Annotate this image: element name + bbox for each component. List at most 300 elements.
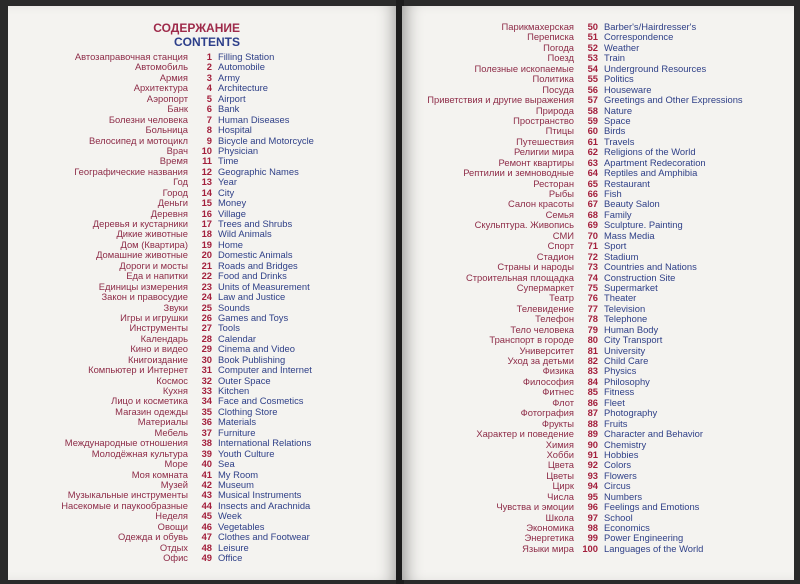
toc-entry-en: Character and Behavior — [604, 428, 704, 440]
toc-entry-ru: Энергетика — [524, 532, 574, 544]
toc-entry-ru: Телевидение — [516, 302, 574, 314]
toc-entry-number: 24 — [201, 291, 212, 303]
toc-entry-en: Stadium — [604, 250, 639, 262]
toc-entry-en: Leisure — [218, 541, 249, 553]
toc-entry-number: 14 — [201, 186, 212, 198]
toc-entry-ru: Флот — [552, 396, 574, 408]
toc-entry-en: University — [604, 344, 646, 356]
toc-entry — [8, 459, 314, 469]
toc-entry-ru: Город — [162, 186, 188, 198]
toc-entry-number: 79 — [587, 323, 598, 335]
toc-entry-ru: Кино и видео — [130, 343, 188, 355]
toc-entry-number: 16 — [201, 207, 212, 219]
toc-entry-number: 4 — [206, 82, 212, 94]
toc-entry-ru: Фитнес — [542, 386, 574, 398]
toc-entry-number: 17 — [201, 218, 212, 229]
toc-entry-en: Year — [218, 176, 237, 188]
toc-entry-ru: Полезные ископаемые — [474, 62, 574, 74]
toc-entry-ru: Экономика — [526, 522, 574, 533]
toc-entry-ru: Мебель — [154, 426, 188, 438]
toc-entry-number: 27 — [201, 322, 212, 334]
toc-entry-ru: Автомобиль — [134, 61, 188, 73]
toc-entry-en: Construction Site — [604, 271, 676, 283]
toc-entry-en: Army — [218, 71, 240, 83]
toc-entry-en: Units of Measurement — [218, 280, 310, 292]
toc-entry-number: 93 — [587, 469, 598, 481]
toc-entry-ru: Цирк — [552, 480, 574, 492]
toc-entry-ru: Неделя — [155, 510, 188, 522]
toc-entry-number: 69 — [587, 219, 598, 231]
toc-entry-en: Countries and Nations — [604, 261, 697, 273]
toc-entry-en: City — [218, 186, 235, 198]
toc-entry-ru: Музыкальные инструменты — [67, 489, 188, 501]
toc-entry-ru: Автозаправочная станция — [74, 51, 188, 62]
toc-entry-en: Clothes and Footwear — [218, 531, 310, 543]
toc-entry-en: Underground Resources — [604, 62, 707, 74]
toc-entry-ru: Спорт — [547, 240, 574, 252]
toc-entry-en: My Room — [218, 468, 259, 480]
toc-entry-ru: Велосипед и мотоцикл — [88, 134, 188, 146]
toc-entry-en: Sculpture. Painting — [604, 219, 683, 231]
toc-entry-en: Computer and Internet — [218, 364, 312, 376]
toc-entry-number: 99 — [587, 532, 598, 544]
toc-entry-number: 35 — [201, 405, 212, 417]
toc-entry-en: Reptiles and Amphibia — [604, 167, 698, 179]
toc-entry-number: 15 — [201, 197, 212, 209]
toc-entry-en: Television — [604, 302, 646, 314]
toc-entry-number: 74 — [587, 271, 598, 283]
toc-entry-ru: Рептилии и земноводные — [463, 167, 574, 179]
toc-entry-ru: Путешествия — [516, 135, 574, 147]
toc-entry-ru: Физика — [542, 365, 574, 377]
toc-entry-en: Mass Media — [604, 229, 655, 241]
toc-entry-number: 10 — [201, 144, 212, 156]
toc-entry-number: 29 — [201, 343, 212, 355]
toc-entry-number: 75 — [587, 281, 598, 293]
toc-entry-ru: Насекомые и паукообразные — [61, 499, 188, 511]
toc-entry-en: Languages of the World — [604, 542, 704, 554]
toc-entry-en: Telephone — [604, 313, 648, 325]
toc-entry-ru: Календарь — [140, 332, 188, 344]
toc-entry-ru: Армия — [159, 71, 188, 83]
toc-entry-ru: Религии мира — [513, 146, 574, 158]
toc-entry-ru: Семья — [545, 208, 574, 220]
toc-entry-en: Travels — [604, 135, 635, 147]
toc-entry-number: 43 — [201, 489, 212, 501]
toc-entry-ru: Лицо и косметика — [111, 395, 188, 407]
toc-entry-ru: Природа — [535, 104, 574, 116]
toc-entry-ru: Деньги — [157, 197, 188, 209]
toc-entry-en: Trees and Shrubs — [218, 218, 293, 229]
toc-list-right — [402, 22, 743, 554]
toc-entry — [8, 449, 314, 459]
toc-entry-en: Photography — [604, 407, 658, 419]
toc-entry-en: Family — [604, 208, 632, 220]
toc-entry-ru: Стадион — [536, 250, 574, 262]
toc-entry-number: 59 — [587, 114, 598, 126]
toc-entry-en: Child Care — [604, 355, 649, 366]
toc-entry-number: 13 — [201, 176, 212, 188]
toc-entry-ru: Театр — [549, 292, 574, 304]
toc-entry-ru: Банк — [167, 103, 188, 115]
toc-entry-ru: Болезни человека — [108, 113, 188, 125]
toc-entry-en: Wild Animals — [218, 228, 272, 240]
toc-entry-number: 30 — [201, 353, 212, 365]
toc-entry-ru: Музей — [160, 478, 188, 490]
toc-entry-en: Domestic Animals — [218, 249, 293, 261]
toc-entry-number: 95 — [587, 490, 598, 502]
toc-entry-number: 94 — [587, 480, 598, 492]
toc-entry-ru: Деревня — [150, 207, 188, 219]
toc-entry-ru: Цвета — [547, 459, 574, 471]
toc-entry-en: Geographic Names — [218, 165, 299, 177]
toc-entry-ru: Транспорт в городе — [489, 334, 574, 346]
toc-entry-ru: Химия — [545, 438, 574, 450]
toc-entry-ru: Философия — [522, 375, 574, 387]
toc-entry-en: Correspondence — [604, 31, 674, 43]
toc-entry-en: Law and Justice — [218, 291, 286, 303]
toc-entry-number: 61 — [587, 135, 598, 147]
toc-entry — [8, 94, 314, 104]
toc-entry-ru: Супермаркет — [516, 281, 574, 293]
toc-entry-number: 52 — [587, 41, 598, 53]
toc-entry-en: Feelings and Emotions — [604, 501, 700, 513]
contents-title-en: CONTENTS — [174, 35, 240, 49]
toc-entry-ru: Цветы — [546, 469, 574, 481]
toc-entry-number: 53 — [587, 52, 598, 64]
toc-entry-en: Food and Drinks — [218, 270, 287, 282]
toc-entry-ru: Магазин одежды — [115, 405, 188, 417]
toc-entry-ru: Единицы измерения — [98, 280, 188, 292]
toc-entry-en: Hobbies — [604, 448, 639, 460]
toc-entry-number: 65 — [587, 177, 598, 189]
toc-entry-ru: Хобби — [546, 448, 574, 460]
toc-entry — [8, 198, 314, 208]
toc-entry-number: 26 — [201, 311, 212, 323]
toc-entry-number: 76 — [587, 292, 598, 304]
toc-entry-en: Numbers — [604, 490, 643, 502]
toc-entry — [402, 262, 743, 272]
toc-entry-number: 96 — [587, 501, 598, 513]
toc-entry-ru: Игры и игрушки — [120, 311, 188, 323]
toc-entry-ru: Тело человека — [510, 323, 574, 335]
toc-entry-ru: Приветствия и другие выражения — [427, 94, 574, 106]
toc-entry-ru: Год — [173, 176, 188, 188]
toc-entry-ru: Страны и народы — [497, 261, 574, 273]
toc-entry-en: Time — [218, 155, 239, 167]
toc-entry — [8, 376, 314, 386]
toc-entry-number: 5 — [206, 92, 212, 104]
toc-entry-number: 9 — [206, 134, 212, 146]
toc-entry-en: Automobile — [218, 61, 265, 73]
toc-entry-number: 82 — [587, 355, 598, 366]
toc-entry-ru: Офис — [163, 552, 188, 563]
toc-entry-number: 85 — [587, 386, 598, 398]
toc-entry-en: Colors — [604, 459, 632, 471]
toc-entry-number: 44 — [201, 499, 212, 511]
toc-entry-en: Economics — [604, 522, 650, 533]
toc-entry — [8, 365, 314, 375]
toc-entry-ru: Школа — [545, 511, 574, 523]
toc-entry-number: 22 — [201, 270, 212, 282]
toc-entry-number: 62 — [587, 146, 598, 158]
toc-entry-ru: Политика — [532, 73, 574, 85]
toc-entry — [402, 502, 743, 512]
toc-entry-en: Chemistry — [604, 438, 647, 450]
toc-entry-number: 46 — [201, 520, 212, 532]
toc-entry-number: 67 — [587, 198, 598, 210]
toc-entry-ru: Дом (Квартира) — [120, 238, 188, 250]
toc-entry-ru: Скульптура. Живопись — [474, 219, 574, 231]
toc-entry-en: Fish — [604, 188, 622, 199]
toc-entry-number: 100 — [582, 542, 598, 554]
toc-entry-number: 45 — [201, 510, 212, 522]
toc-entry-en: Calendar — [218, 332, 257, 344]
toc-entry-ru: Ремонт квартиры — [498, 156, 574, 168]
toc-entry-number: 39 — [201, 447, 212, 459]
toc-entry-en: Materials — [218, 416, 257, 428]
toc-entry-en: City Transport — [604, 334, 663, 346]
toc-entry-number: 51 — [587, 31, 598, 43]
toc-entry-ru: Молодёжная культура — [91, 447, 188, 459]
toc-entry-number: 33 — [201, 385, 212, 396]
toc-entry — [8, 167, 314, 177]
toc-entry-number: 28 — [201, 332, 212, 344]
toc-entry-en: Sport — [604, 240, 627, 252]
toc-entry — [8, 543, 314, 553]
toc-entry-number: 12 — [201, 165, 212, 177]
toc-entry-en: Human Diseases — [218, 113, 290, 125]
toc-entry-en: Week — [218, 510, 242, 522]
toc-entry-en: Money — [218, 197, 247, 209]
toc-entry-number: 40 — [201, 458, 212, 470]
toc-entry-ru: Языки мира — [522, 542, 574, 554]
toc-entry-number: 71 — [587, 240, 598, 252]
toc-entry-number: 20 — [201, 249, 212, 261]
toc-entry-en: Theater — [604, 292, 637, 304]
toc-entry-en: School — [604, 511, 633, 523]
toc-entry — [8, 125, 314, 135]
toc-entry-ru: Дикие животные — [116, 228, 188, 240]
toc-entry-ru: Аэропорт — [146, 92, 188, 104]
toc-entry-en: Office — [218, 552, 243, 563]
toc-entry-en: Circus — [604, 480, 631, 492]
toc-entry-en: Supermarket — [604, 281, 658, 293]
toc-entry-en: Human Body — [604, 323, 659, 335]
toc-entry-en: Fruits — [604, 417, 628, 429]
toc-entry-number: 73 — [587, 261, 598, 273]
toc-entry — [8, 177, 314, 187]
toc-entry-en: Insects and Arachnida — [218, 499, 311, 511]
toc-entry-en: Games and Toys — [218, 311, 289, 323]
toc-entry-en: Nature — [604, 104, 633, 116]
toc-entry-number: 77 — [587, 302, 598, 314]
toc-entry-number: 87 — [587, 407, 598, 419]
toc-entry — [8, 292, 314, 302]
toc-entry-number: 80 — [587, 334, 598, 346]
toc-entry-ru: Книгоиздание — [128, 353, 188, 365]
toc-entry-ru: Больница — [145, 124, 188, 136]
toc-entry-ru: Врач — [166, 144, 188, 156]
toc-entry-en: Physics — [604, 365, 637, 377]
toc-entry-ru: Деревья и кустарники — [92, 218, 188, 229]
toc-entry-number: 68 — [587, 208, 598, 220]
toc-entry-ru: Числа — [547, 490, 574, 502]
toc-list-left — [8, 52, 314, 563]
toc-entry — [8, 553, 314, 563]
toc-entry — [402, 95, 743, 105]
toc-entry-en: Politics — [604, 73, 634, 85]
toc-entry-en: Barber's/Hairdresser's — [604, 21, 697, 32]
toc-entry-en: Village — [218, 207, 246, 219]
toc-entry-number: 21 — [201, 259, 212, 271]
toc-entry-ru: Время — [159, 155, 188, 167]
toc-entry-ru: Космос — [156, 374, 188, 386]
toc-entry-en: Roads and Bridges — [218, 259, 298, 271]
toc-entry-ru: СМИ — [552, 229, 574, 241]
toc-entry-en: Birds — [604, 125, 626, 137]
toc-entry-number: 32 — [201, 374, 212, 386]
toc-entry-ru: Еда и напитки — [126, 270, 188, 282]
toc-entry-number: 88 — [587, 417, 598, 429]
toc-entry-number: 37 — [201, 426, 212, 438]
toc-entry-ru: Международные отношения — [64, 437, 188, 449]
toc-entry-en: Museum — [218, 478, 254, 490]
toc-entry-number: 41 — [201, 468, 212, 480]
contents-title-ru: СОДЕРЖАНИЕ — [153, 21, 240, 35]
toc-entry-number: 19 — [201, 238, 212, 250]
toc-entry-number: 91 — [587, 448, 598, 460]
toc-entry-ru: Кухня — [162, 385, 188, 396]
toc-entry-ru: Архитектура — [133, 82, 188, 94]
toc-entry-ru: Фотография — [520, 407, 574, 419]
toc-entry-en: Restaurant — [604, 177, 650, 189]
toc-entry-number: 31 — [201, 364, 212, 376]
toc-entry-ru: Университет — [519, 344, 574, 356]
toc-entry-en: Physician — [218, 144, 259, 156]
toc-entry-ru: Домашние животные — [96, 249, 188, 261]
right-page — [402, 6, 794, 580]
toc-entry-number: 86 — [587, 396, 598, 408]
toc-entry-ru: Строительная площадка — [465, 271, 574, 283]
toc-entry-number: 50 — [587, 21, 598, 32]
toc-entry-ru: Парикмахерская — [501, 21, 574, 32]
toc-entry-ru: Инструменты — [129, 322, 188, 334]
toc-entry-number: 42 — [201, 478, 212, 490]
toc-entry-en: Space — [604, 114, 631, 126]
toc-entry-en: Airport — [218, 92, 246, 104]
toc-entry-en: Fleet — [604, 396, 625, 408]
toc-entry-ru: Ресторан — [533, 177, 574, 189]
toc-entry-en: Kitchen — [218, 385, 250, 396]
toc-entry-en: Bank — [218, 103, 240, 115]
toc-entry-en: Youth Culture — [218, 447, 275, 459]
toc-entry-en: Houseware — [604, 83, 652, 95]
toc-entry-number: 97 — [587, 511, 598, 523]
toc-entry-ru: Овощи — [157, 520, 188, 532]
toc-entry-ru: Салон красоты — [507, 198, 574, 210]
toc-entry-en: Architecture — [218, 82, 269, 94]
toc-entry-number: 6 — [206, 103, 212, 115]
toc-entry-en: Sounds — [218, 301, 250, 313]
toc-entry-number: 25 — [201, 301, 212, 313]
toc-entry-ru: Звуки — [163, 301, 188, 313]
toc-entry-number: 34 — [201, 395, 212, 407]
toc-entry-number: 54 — [587, 62, 598, 74]
toc-entry-number: 8 — [206, 124, 212, 136]
toc-entry-en: Flowers — [604, 469, 637, 481]
toc-entry-number: 64 — [587, 167, 598, 179]
toc-entry-ru: Посуда — [542, 83, 574, 95]
toc-entry-number: 38 — [201, 437, 212, 449]
toc-entry-ru: Птицы — [545, 125, 574, 137]
toc-entry-number: 55 — [587, 73, 598, 85]
toc-entry-number: 2 — [206, 61, 212, 73]
toc-entry-number: 7 — [206, 113, 212, 125]
toc-entry-en: Clothing Store — [218, 405, 278, 417]
toc-entry-number: 56 — [587, 83, 598, 95]
toc-entry-number: 11 — [202, 155, 212, 167]
toc-entry-en: Weather — [604, 41, 640, 53]
toc-entry-ru: Отдых — [159, 541, 188, 553]
toc-entry-en: Bicycle and Motorcycle — [218, 134, 314, 146]
toc-entry-ru: Пространство — [513, 114, 574, 126]
toc-entry-en: Book Publishing — [218, 353, 286, 365]
toc-entry-en: Face and Cosmetics — [218, 395, 304, 407]
toc-entry-ru: Дороги и мосты — [119, 259, 188, 271]
toc-entry-number: 92 — [587, 459, 598, 471]
toc-entry-number: 90 — [587, 438, 598, 450]
toc-entry-ru: Географические названия — [74, 165, 188, 177]
toc-entry-number: 49 — [201, 552, 212, 563]
toc-entry-number: 58 — [587, 104, 598, 116]
toc-entry-en: Home — [218, 238, 244, 250]
toc-entry — [402, 429, 743, 439]
toc-entry-en: Hospital — [218, 124, 252, 136]
toc-entry-number: 89 — [587, 428, 598, 440]
toc-entry-ru: Фрукты — [541, 417, 574, 429]
toc-entry-en: Sea — [218, 458, 235, 470]
toc-entry-number: 1 — [206, 51, 212, 62]
toc-entry-en: Beauty Salon — [604, 198, 660, 210]
toc-entry-en: International Relations — [218, 437, 312, 449]
toc-entry — [8, 136, 314, 146]
toc-entry-ru: Материалы — [137, 416, 188, 428]
toc-entry-en: Apartment Redecoration — [604, 156, 706, 168]
toc-entry-number: 84 — [587, 375, 598, 387]
toc-entry-ru: Поезд — [547, 52, 574, 64]
toc-entry-en: Religions of the World — [604, 146, 696, 158]
toc-entry-number: 47 — [201, 531, 212, 543]
toc-entry-number: 48 — [201, 541, 212, 553]
toc-entry-ru: Переписка — [527, 31, 574, 43]
toc-entry-number: 98 — [587, 522, 598, 533]
toc-entry — [402, 335, 743, 345]
toc-entry-number: 72 — [587, 250, 598, 262]
toc-entry-number: 36 — [201, 416, 212, 428]
toc-entry-number: 3 — [206, 71, 212, 83]
toc-entry-ru: Моя комната — [131, 468, 188, 480]
toc-entry-en: Vegetables — [218, 520, 265, 532]
left-page — [8, 6, 398, 580]
toc-entry-en: Greetings and Other Expressions — [604, 94, 743, 106]
toc-entry-number: 18 — [201, 228, 212, 240]
toc-entry-en: Filling Station — [218, 51, 275, 62]
toc-entry-ru: Одежда и обувь — [118, 531, 188, 543]
toc-entry-number: 63 — [587, 156, 598, 168]
toc-entry-ru: Рыбы — [548, 188, 574, 199]
toc-entry-number: 23 — [201, 280, 212, 292]
